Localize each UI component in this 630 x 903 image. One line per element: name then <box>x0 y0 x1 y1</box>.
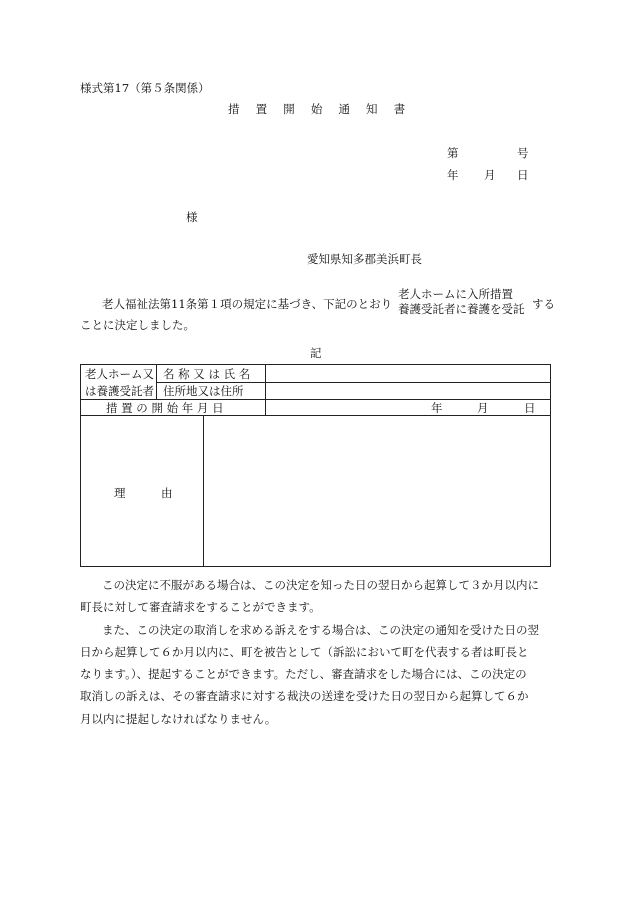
notice-line: 月以内に提起しなければなりません。 <box>80 711 277 726</box>
table-rule <box>265 365 266 415</box>
facility-label-line-1: 老人ホーム又 <box>85 367 154 381</box>
addressee-honorific: 様 <box>186 210 198 224</box>
body-suffix: する <box>532 297 555 311</box>
start-date-month: 月 <box>477 401 489 415</box>
start-date-year: 年 <box>431 401 443 415</box>
title-char: 知 <box>366 102 378 116</box>
document-number-line <box>447 145 529 161</box>
date-month: 月 <box>484 168 496 182</box>
notice-line: また、この決定の取消しを求める訴えをする場合は、この決定の通知を受けた日の翌 <box>102 622 539 637</box>
notice-line: なります。）、提起することができます。ただし、審査請求をした場合には、この決定の <box>80 667 527 682</box>
alternative-bottom: 養護受託者に養護を受託 <box>398 302 525 316</box>
table-rule <box>156 365 157 399</box>
notice-line: 町長に対して審査請求をすることができます。 <box>80 600 321 615</box>
table-rule <box>203 415 204 567</box>
issue-date-line <box>447 167 529 183</box>
body-line-1: 老人福祉法第11条第１項の規定に基づき、下記のとおり <box>102 297 393 311</box>
title-char: 始 <box>310 102 323 116</box>
date-day: 日 <box>517 168 529 182</box>
reason-label-char-1: 理 <box>114 486 126 500</box>
number-suffix: 号 <box>517 146 529 160</box>
reason-label-char-2: 由 <box>161 486 173 500</box>
details-table <box>80 364 551 567</box>
body-line-2: ことに決定しました。 <box>80 318 195 332</box>
title-char: 置 <box>255 102 268 116</box>
notice-line: 日から起算して６か月以内に、町を被告として（訴訟において町を代表する者は町長と <box>80 644 529 659</box>
ki-heading: 記 <box>310 346 322 360</box>
alternative-wording <box>398 287 525 317</box>
title-char: 通 <box>338 102 351 116</box>
date-year: 年 <box>447 168 459 182</box>
notice-line: 取消しの訴えは、その審査請求に対する裁決の送達を受けた日の翌日から起算して６か <box>80 689 529 704</box>
number-prefix: 第 <box>447 146 459 160</box>
facility-label-line-2: は養護受託者 <box>85 384 154 398</box>
start-date-label: 措 置 の 開 始 年 月 日 <box>106 401 224 415</box>
document-title <box>228 101 421 117</box>
title-char: 措 <box>228 102 240 116</box>
issuer-name: 愛知県知多郡美浜町長 <box>307 252 422 266</box>
appeal-notice <box>80 574 555 730</box>
address-label: 住所地又は住所 <box>163 384 244 398</box>
alternative-top: 老人ホームに入所措置 <box>398 287 513 301</box>
name-label: 名 称 又 は 氏 名 <box>163 367 251 381</box>
notice-line: この決定に不服がある場合は、この決定を知った日の翌日から起算して３か月以内に <box>102 578 539 592</box>
form-number: 様式第17（第５条関係） <box>80 81 210 95</box>
title-char: 開 <box>283 102 295 116</box>
start-date-day: 日 <box>524 401 536 415</box>
title-char: 書 <box>393 102 406 116</box>
